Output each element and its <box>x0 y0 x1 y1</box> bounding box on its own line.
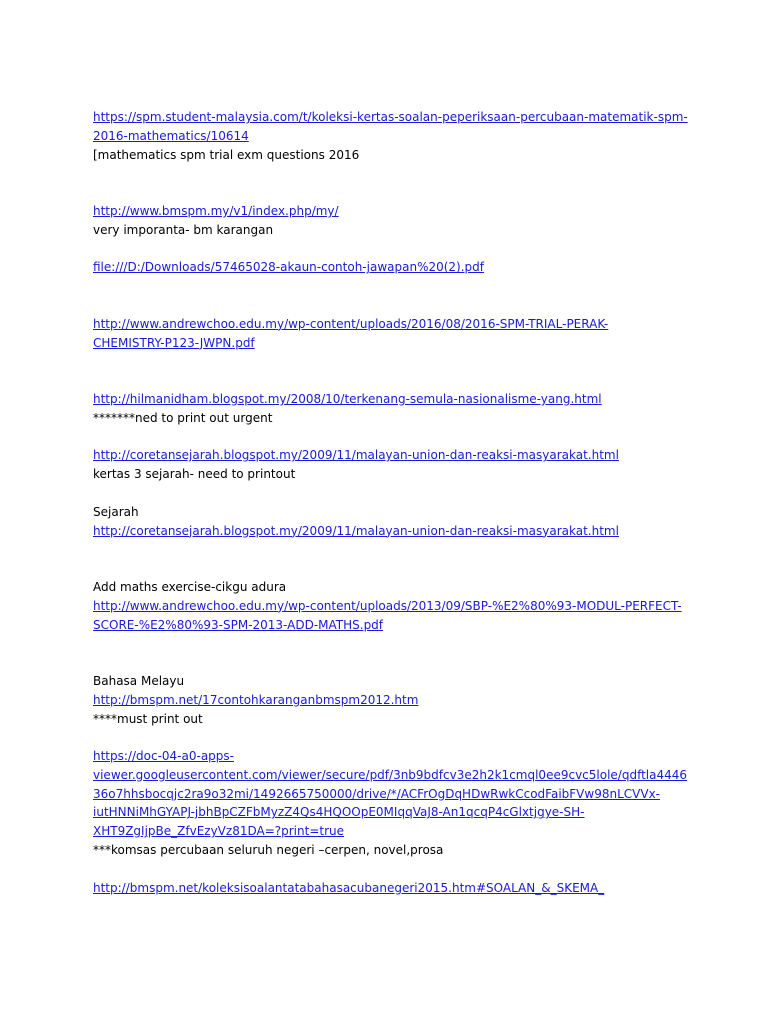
entry-bmspm <box>93 202 693 240</box>
link-chemistry-perak-cont[interactable]: CHEMISTRY-P123-JWPN.pdf <box>93 335 255 350</box>
link-spm-student-malaysia-cont[interactable]: 2016-mathematics/10614 <box>93 128 249 143</box>
note-komsas: ***komsas percubaan seluruh negeri –cerpen, novel,prosa <box>93 843 444 858</box>
entry-bahasa-melayu <box>93 672 693 728</box>
link-akaun-pdf[interactable]: file:///D:/Downloads/57465028-akaun-contoh-jawapan%20(2).pdf <box>93 260 485 275</box>
note-kertas-3-sejarah: kertas 3 sejarah- need to printout <box>93 467 296 482</box>
note-bm-karangan: very imporanta- bm karangan <box>93 222 274 237</box>
link-google-viewer-cont-2[interactable]: 36o7hhsbocqjc2ra9o32mi/1492665750000/drive/*/ACFrOgDqHDwRwkCcodFaibFVw98nLCVVx- <box>93 786 660 801</box>
entry-tatabahasa <box>93 879 693 898</box>
entry-komsas <box>93 747 693 860</box>
entry-chemistry-perak <box>93 315 693 353</box>
link-google-viewer-cont-3[interactable]: iutHNNiMhGYAPJ-jbhBpCZFbMyzZ4Qs4HQOOpE0MIqqVaJ8-An1qcqP4cGlxtjgye-SH- <box>93 805 585 820</box>
link-google-viewer-cont-1[interactable]: viewer.googleusercontent.com/viewer/secure/pdf/3nb9bdfcv3e2h2k1cmql0ee9cvc5lole/qdftla4446 <box>93 767 688 782</box>
entry-add-maths <box>93 578 693 634</box>
link-google-viewer-cont-4[interactable]: XHT9ZgIjpBe_ZfvEzyVz81DA=?print=true <box>93 824 344 839</box>
note-must-print: ****must print out <box>93 711 203 726</box>
link-bmspm-karangan[interactable]: http://bmspm.net/17contohkaranganbmspm2012.htm <box>93 692 419 707</box>
link-hilmanidham[interactable]: http://hilmanidham.blogspot.my/2008/10/terkenang-semula-nasionalisme-yang.html <box>93 391 602 406</box>
link-tatabahasa-2015[interactable]: http://bmspm.net/koleksisoalantatabahasacubanegeri2015.htm#SOALAN_&_SKEMA_ <box>93 880 605 895</box>
link-spm-student-malaysia[interactable]: https://spm.student-malaysia.com/t/koleksi-kertas-soalan-peperiksaan-percubaan-matematik-spm- <box>93 110 688 124</box>
link-add-maths-modul[interactable]: http://www.andrewchoo.edu.my/wp-content/uploads/2013/09/SBP-%E2%80%93-MODUL-PERFECT- <box>93 598 682 613</box>
entry-sejarah <box>93 503 693 541</box>
link-coretansejarah-2[interactable]: http://coretansejarah.blogspot.my/2009/11/malayan-union-dan-reaksi-masyarakat.html <box>93 523 619 538</box>
heading-sejarah: Sejarah <box>93 504 139 519</box>
note-maths-trial: [mathematics spm trial exm questions 2016 <box>93 147 360 162</box>
link-chemistry-perak[interactable]: http://www.andrewchoo.edu.my/wp-content/uploads/2016/08/2016-SPM-TRIAL-PERAK- <box>93 316 609 331</box>
link-google-viewer[interactable]: https://doc-04-a0-apps- <box>93 749 234 764</box>
entry-malayan-union <box>93 446 693 484</box>
link-bmspm[interactable]: http://www.bmspm.my/v1/index.php/my/ <box>93 203 339 218</box>
entry-spm-maths-trial <box>93 108 693 164</box>
document-page <box>93 108 693 897</box>
link-add-maths-modul-cont[interactable]: SCORE-%E2%80%93-SPM-2013-ADD-MATHS.pdf <box>93 617 384 632</box>
link-coretansejarah[interactable]: http://coretansejarah.blogspot.my/2009/11/malayan-union-dan-reaksi-masyarakat.html <box>93 448 619 463</box>
heading-bahasa-melayu: Bahasa Melayu <box>93 673 185 688</box>
entry-nasionalisme <box>93 390 693 428</box>
entry-akaun-pdf <box>93 258 693 277</box>
heading-add-maths: Add maths exercise-cikgu adura <box>93 579 287 594</box>
note-print-urgent: *******ned to print out urgent <box>93 410 273 425</box>
